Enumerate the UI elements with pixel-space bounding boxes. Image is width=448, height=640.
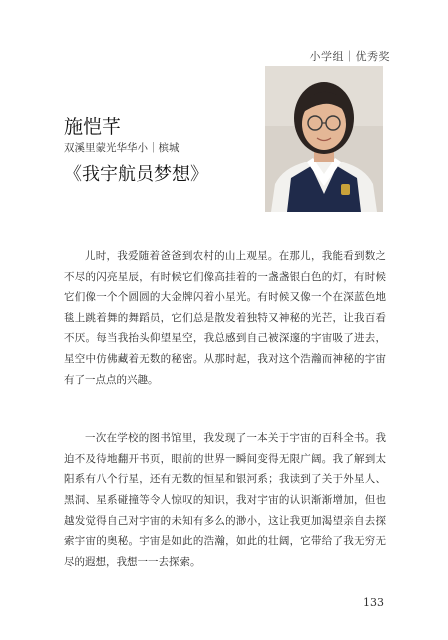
essay-paragraph: 一次在学校的图书馆里，我发现了一本关于宇宙的百科全书。我迫不及待地翻开书页，眼前的世界一瞬间变得无限广阔。我了解到太阳系有八个行星，还有无数的恒星和银河系；我读到了关于外星人、黑洞、星系碰撞等令人惊叹的知识，我对宇宙的认识渐渐增加，但也越发觉得自己对宇宙的未知有多么的渺小，这让我更加渴望亲自去探索宇宙的奥秘。宇宙是如此的浩瀚，如此的壮阔，它带给了我无穷无尽的遐想，我想一一去探索。 [64,432,386,568]
essay-title: 《我宇航员梦想》 [64,164,208,185]
author-school: 双溪里蒙光华华小｜槟城 [64,142,180,154]
essay-paragraph: 儿时，我爱随着爸爸到农村的山上观星。在那儿，我能看到数之不尽的闪亮星辰，有时候它们像高挂着的一盏盏银白色的灯，有时候它们像一个个圆圆的大金牌闪着小星光。有时候又像一个在深蓝色地毯上跳着舞的舞蹈员，它们总是散发着独特又神秘的光芒，让我百看不厌。每当我抬头仰望星空，我总感到自己被深邃的宇宙吸了进去，星空中仿佛藏着无数的秘密。从那时起，我对这个浩瀚而神秘的宇宙有了一点点的兴趣。 [64,250,386,386]
page-number: 133 [363,596,384,609]
award-category: 小学组｜优秀奖 [309,50,390,63]
author-photo [265,66,383,212]
essay-body [64,246,386,572]
author-name: 施恺芊 [64,116,122,138]
